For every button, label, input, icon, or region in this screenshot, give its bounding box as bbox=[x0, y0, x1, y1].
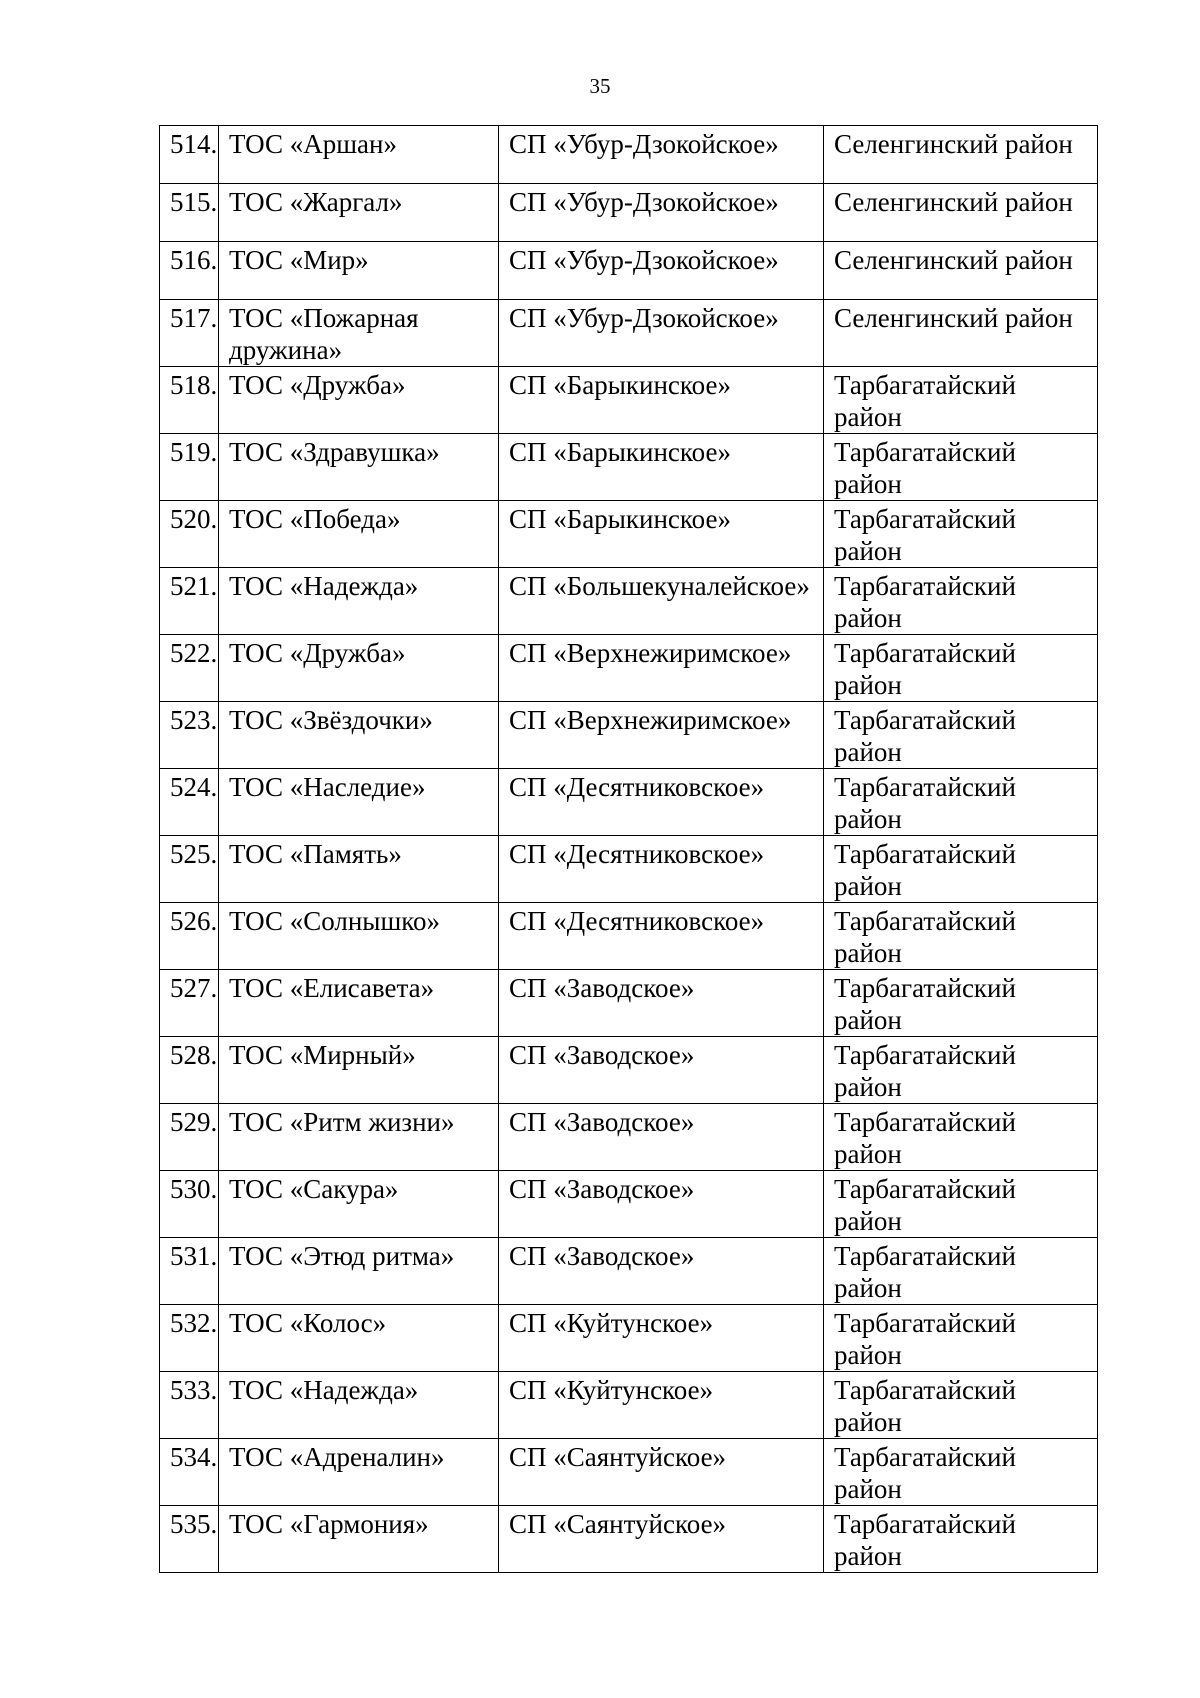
district-cell: Тарбагатайский район bbox=[824, 635, 1098, 702]
district-cell: Тарбагатайский район bbox=[824, 769, 1098, 836]
table-row bbox=[160, 1372, 1098, 1439]
tos-name-cell: ТОС «Ритм жизни» bbox=[219, 1104, 499, 1171]
row-number-cell: 525. bbox=[160, 836, 219, 903]
table-row bbox=[160, 970, 1098, 1037]
settlement-cell: СП «Заводское» bbox=[499, 1037, 824, 1104]
settlement-cell: СП «Убур-Дзокойское» bbox=[499, 300, 824, 367]
settlement-cell: СП «Убур-Дзокойское» bbox=[499, 126, 824, 184]
tos-registry-table bbox=[159, 125, 1098, 1573]
table-row bbox=[160, 1305, 1098, 1372]
settlement-cell: СП «Саянтуйское» bbox=[499, 1439, 824, 1506]
row-number-cell: 527. bbox=[160, 970, 219, 1037]
district-cell: Тарбагатайский район bbox=[824, 702, 1098, 769]
row-number-cell: 517. bbox=[160, 300, 219, 367]
row-number-cell: 519. bbox=[160, 434, 219, 501]
settlement-cell: СП «Саянтуйское» bbox=[499, 1506, 824, 1573]
settlement-cell: СП «Большекуналейское» bbox=[499, 568, 824, 635]
settlement-cell: СП «Десятниковское» bbox=[499, 903, 824, 970]
tos-name-cell: ТОС «Звёздочки» bbox=[219, 702, 499, 769]
table-row bbox=[160, 635, 1098, 702]
tos-name-cell: ТОС «Дружба» bbox=[219, 635, 499, 702]
district-cell: Селенгинский район bbox=[824, 184, 1098, 242]
row-number-cell: 535. bbox=[160, 1506, 219, 1573]
tos-name-cell: ТОС «Наследие» bbox=[219, 769, 499, 836]
tos-name-cell: ТОС «Надежда» bbox=[219, 568, 499, 635]
district-cell: Тарбагатайский район bbox=[824, 367, 1098, 434]
district-cell: Тарбагатайский район bbox=[824, 1372, 1098, 1439]
tos-name-cell: ТОС «Пожарная дружина» bbox=[219, 300, 499, 367]
row-number-cell: 518. bbox=[160, 367, 219, 434]
table-row bbox=[160, 1171, 1098, 1238]
settlement-cell: СП «Убур-Дзокойское» bbox=[499, 242, 824, 300]
tos-name-cell: ТОС «Дружба» bbox=[219, 367, 499, 434]
settlement-cell: СП «Барыкинское» bbox=[499, 367, 824, 434]
district-cell: Тарбагатайский район bbox=[824, 1238, 1098, 1305]
table-row bbox=[160, 242, 1098, 300]
table-body bbox=[160, 126, 1098, 1573]
settlement-cell: СП «Заводское» bbox=[499, 1171, 824, 1238]
tos-name-cell: ТОС «Сакура» bbox=[219, 1171, 499, 1238]
row-number-cell: 530. bbox=[160, 1171, 219, 1238]
row-number-cell: 515. bbox=[160, 184, 219, 242]
settlement-cell: СП «Барыкинское» bbox=[499, 501, 824, 568]
row-number-cell: 521. bbox=[160, 568, 219, 635]
row-number-cell: 533. bbox=[160, 1372, 219, 1439]
row-number-cell: 528. bbox=[160, 1037, 219, 1104]
district-cell: Тарбагатайский район bbox=[824, 903, 1098, 970]
table-row bbox=[160, 836, 1098, 903]
district-cell: Тарбагатайский район bbox=[824, 1305, 1098, 1372]
tos-name-cell: ТОС «Победа» bbox=[219, 501, 499, 568]
district-cell: Тарбагатайский район bbox=[824, 1506, 1098, 1573]
table-row bbox=[160, 367, 1098, 434]
settlement-cell: СП «Заводское» bbox=[499, 1104, 824, 1171]
district-cell: Тарбагатайский район bbox=[824, 434, 1098, 501]
tos-name-cell: ТОС «Мир» bbox=[219, 242, 499, 300]
district-cell: Тарбагатайский район bbox=[824, 501, 1098, 568]
row-number-cell: 526. bbox=[160, 903, 219, 970]
table-row bbox=[160, 702, 1098, 769]
tos-name-cell: ТОС «Надежда» bbox=[219, 1372, 499, 1439]
settlement-cell: СП «Куйтунское» bbox=[499, 1372, 824, 1439]
settlement-cell: СП «Барыкинское» bbox=[499, 434, 824, 501]
tos-name-cell: ТОС «Колос» bbox=[219, 1305, 499, 1372]
row-number-cell: 523. bbox=[160, 702, 219, 769]
row-number-cell: 524. bbox=[160, 769, 219, 836]
district-cell: Тарбагатайский район bbox=[824, 970, 1098, 1037]
table-row bbox=[160, 126, 1098, 184]
table-row bbox=[160, 434, 1098, 501]
settlement-cell: СП «Заводское» bbox=[499, 970, 824, 1037]
table-row bbox=[160, 903, 1098, 970]
tos-name-cell: ТОС «Гармония» bbox=[219, 1506, 499, 1573]
row-number-cell: 520. bbox=[160, 501, 219, 568]
settlement-cell: СП «Куйтунское» bbox=[499, 1305, 824, 1372]
district-cell: Селенгинский район bbox=[824, 242, 1098, 300]
tos-name-cell: ТОС «Здравушка» bbox=[219, 434, 499, 501]
table-row bbox=[160, 1238, 1098, 1305]
table-row bbox=[160, 1506, 1098, 1573]
tos-name-cell: ТОС «Аршан» bbox=[219, 126, 499, 184]
table-row bbox=[160, 184, 1098, 242]
row-number-cell: 529. bbox=[160, 1104, 219, 1171]
table-row bbox=[160, 1439, 1098, 1506]
row-number-cell: 514. bbox=[160, 126, 219, 184]
row-number-cell: 534. bbox=[160, 1439, 219, 1506]
row-number-cell: 516. bbox=[160, 242, 219, 300]
table-row bbox=[160, 300, 1098, 367]
tos-name-cell: ТОС «Адреналин» bbox=[219, 1439, 499, 1506]
tos-name-cell: ТОС «Мирный» bbox=[219, 1037, 499, 1104]
district-cell: Тарбагатайский район bbox=[824, 1439, 1098, 1506]
tos-name-cell: ТОС «Солнышко» bbox=[219, 903, 499, 970]
settlement-cell: СП «Верхнежиримское» bbox=[499, 635, 824, 702]
row-number-cell: 522. bbox=[160, 635, 219, 702]
settlement-cell: СП «Десятниковское» bbox=[499, 769, 824, 836]
settlement-cell: СП «Верхнежиримское» bbox=[499, 702, 824, 769]
tos-name-cell: ТОС «Этюд ритма» bbox=[219, 1238, 499, 1305]
row-number-cell: 532. bbox=[160, 1305, 219, 1372]
table-row bbox=[160, 769, 1098, 836]
district-cell: Тарбагатайский район bbox=[824, 1037, 1098, 1104]
page-number: 35 bbox=[589, 74, 611, 98]
district-cell: Селенгинский район bbox=[824, 126, 1098, 184]
row-number-cell: 531. bbox=[160, 1238, 219, 1305]
settlement-cell: СП «Десятниковское» bbox=[499, 836, 824, 903]
table-row bbox=[160, 568, 1098, 635]
district-cell: Селенгинский район bbox=[824, 300, 1098, 367]
table-row bbox=[160, 1104, 1098, 1171]
tos-name-cell: ТОС «Память» bbox=[219, 836, 499, 903]
table-row bbox=[160, 1037, 1098, 1104]
district-cell: Тарбагатайский район bbox=[824, 1104, 1098, 1171]
tos-name-cell: ТОС «Жаргал» bbox=[219, 184, 499, 242]
district-cell: Тарбагатайский район bbox=[824, 1171, 1098, 1238]
district-cell: Тарбагатайский район bbox=[824, 568, 1098, 635]
district-cell: Тарбагатайский район bbox=[824, 836, 1098, 903]
settlement-cell: СП «Убур-Дзокойское» bbox=[499, 184, 824, 242]
tos-name-cell: ТОС «Елисавета» bbox=[219, 970, 499, 1037]
settlement-cell: СП «Заводское» bbox=[499, 1238, 824, 1305]
table-row bbox=[160, 501, 1098, 568]
